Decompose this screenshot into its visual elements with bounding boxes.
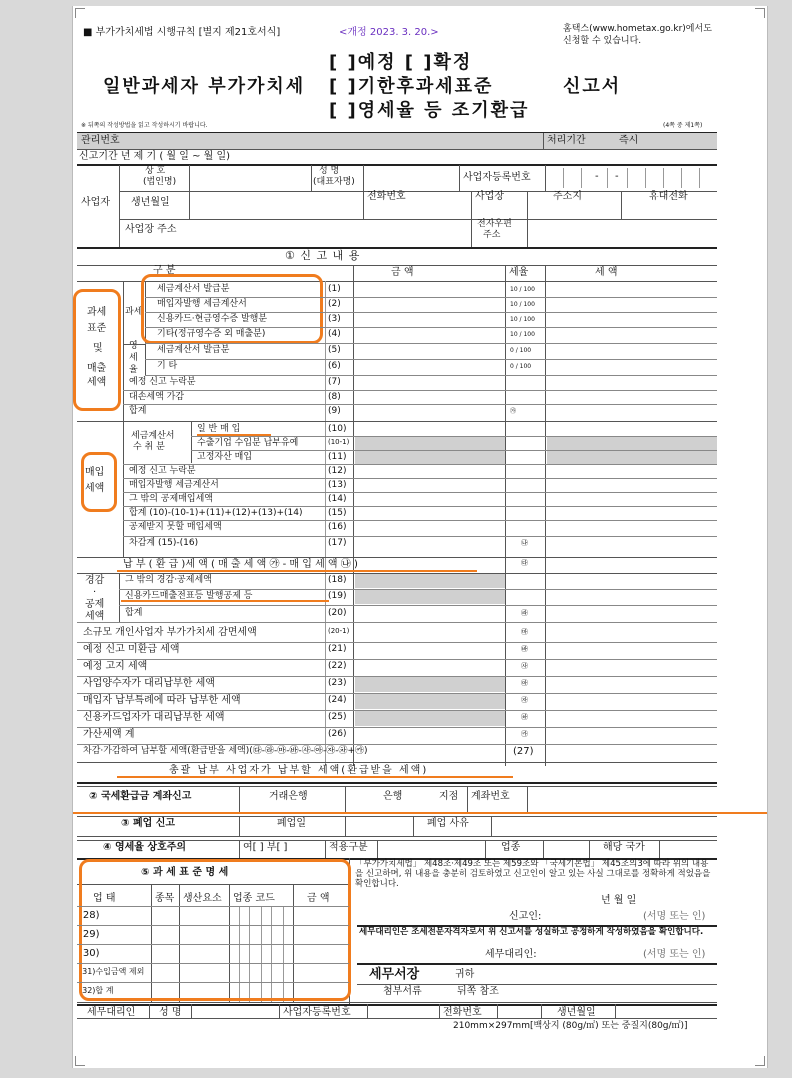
row-number: (9) — [328, 406, 341, 416]
total-payable-label: 총괄 납부 사업자가 납부할 세액(환급받을 세액) — [169, 765, 429, 776]
crop-mark — [75, 1056, 85, 1066]
row-number: (22) — [328, 661, 347, 671]
row-number: (16) — [328, 522, 347, 532]
tax-cell[interactable] — [547, 521, 715, 534]
row-number: (2) — [328, 299, 341, 309]
tax-cell[interactable] — [547, 694, 715, 707]
row-label: 수출기업 수입분 납부유예 — [197, 438, 299, 448]
amount-cell[interactable] — [355, 493, 503, 506]
amount-cell[interactable] — [355, 360, 503, 373]
col-category: 구 분 — [153, 265, 176, 276]
form-title-left: 일반과세자 부가가치세 — [103, 76, 306, 97]
row-number: (1) — [328, 284, 341, 294]
annotation-underline — [117, 776, 513, 778]
row-rate: 0 / 100 — [510, 347, 532, 354]
row-mark: ㉸ — [521, 730, 528, 738]
hometax-note: 홈택스(www.hometax.go.kr)에서도 — [563, 24, 712, 34]
row-number: (15) — [328, 508, 347, 518]
row-label: 사업양수자가 대리납부한 세액 — [83, 678, 215, 689]
row-number: (3) — [328, 314, 341, 324]
annotation-underline — [73, 812, 768, 814]
tax-cell[interactable] — [547, 537, 715, 550]
row-number: (26) — [328, 729, 347, 739]
row-rate: 10 / 100 — [510, 286, 535, 293]
amount-cell[interactable] — [355, 313, 503, 326]
row-label: 예정 신고 누락분 — [129, 466, 196, 476]
tax-cell[interactable] — [547, 360, 715, 373]
tax-office: 세무서장 — [369, 967, 420, 982]
row-label: 합계 (10)-(10-1)+(11)+(12)+(13)+(14) — [129, 508, 303, 518]
tax-cell[interactable] — [547, 507, 715, 520]
row-rate: 0 / 100 — [510, 363, 532, 370]
tax-cell[interactable] — [547, 626, 715, 639]
row-label: 대손세액 가감 — [129, 392, 185, 402]
row-label: 세금계산서 발급분 — [157, 345, 230, 355]
crop-mark — [75, 8, 85, 18]
net-label: 차감·가감하여 납부할 세액(환급받을 세액)(㉰-㉱-㉲-㉳-㉴-㉵-㉶-㉷+㉸) — [83, 746, 368, 756]
annotation-box — [141, 274, 323, 344]
row-number: (32)합 계 — [79, 986, 114, 995]
crop-mark — [755, 8, 765, 18]
process-period-value: 즉시 — [619, 135, 639, 146]
amount-cell[interactable] — [355, 537, 503, 550]
tax-cell[interactable] — [547, 423, 715, 436]
row-number: (12) — [328, 466, 347, 476]
tax-cell[interactable] — [547, 677, 715, 690]
amount-cell[interactable] — [355, 376, 503, 389]
row-label: 차감계 (15)-(16) — [129, 538, 199, 548]
row-number: (6) — [328, 361, 341, 371]
amount-cell[interactable] — [355, 391, 503, 404]
tax-cell[interactable] — [547, 391, 715, 404]
phone-biz-label: 사업장 — [475, 191, 504, 202]
email-label-2: 주소 — [483, 230, 501, 240]
law-reference: ■ 부가가치세법 시행규칙 [별지 제21호서식] — [83, 27, 281, 38]
annotation-box — [79, 859, 351, 1001]
row-mark: ㉶ — [521, 696, 528, 704]
row-number: (5) — [328, 345, 341, 355]
tax-cell[interactable] — [547, 574, 715, 587]
amount-cell[interactable] — [355, 405, 503, 418]
paper-spec: 210mm×297mm[백상지 (80g/㎡) 또는 중질지(80g/㎡)] — [453, 1021, 688, 1031]
row-number: (30) — [79, 948, 100, 959]
tax-cell[interactable] — [547, 376, 715, 389]
report-section-title: ① 신 고 내 용 — [285, 249, 361, 262]
row-label: 신용카드매출전표등 발행공제 등 — [125, 591, 253, 601]
row-label: 예정 신고 미환급 세액 — [83, 644, 180, 655]
row-label: 매입자발행 세금계산서 — [129, 480, 219, 490]
row-number: (10-1) — [328, 438, 350, 446]
tax-cell[interactable] — [547, 728, 715, 741]
annotation-box — [81, 452, 117, 512]
annotation-underline — [121, 600, 329, 602]
row-label: 신용카드·현금영수증 발행분 — [157, 314, 268, 324]
row-number: (20-1) — [328, 627, 350, 635]
annotation-box — [73, 289, 121, 411]
row-number: (8) — [328, 392, 341, 402]
amount-cell[interactable] — [355, 507, 503, 520]
row-number: (14) — [328, 494, 347, 504]
account-label: 계좌번호 — [471, 791, 510, 802]
row-mark: ㉲ — [521, 628, 528, 636]
dob-label: 생년월일 — [131, 197, 170, 208]
report-period[interactable]: 신고기간 년 제 기 ( 월 일 ~ 월 일) — [79, 151, 231, 162]
tax-cell[interactable] — [547, 465, 715, 478]
purchase-group-label: 매입 — [85, 467, 105, 478]
row-label: 가산세액 계 — [83, 729, 135, 740]
row-rate: 10 / 100 — [510, 301, 535, 308]
row-label: 그 밖의 공제매입세액 — [129, 494, 213, 504]
row-rate: 10 / 100 — [510, 331, 535, 338]
col-amount: 금 액 — [391, 267, 414, 278]
process-period-label: 처리기간 — [547, 135, 586, 146]
option-regular[interactable]: [ ]예정 [ ]확정 — [329, 52, 473, 73]
trade-name-label: 상 호 — [145, 166, 166, 176]
instruction-note: ※ 뒤쪽의 작성방법을 읽고 작성하시기 바랍니다. — [81, 122, 208, 129]
closure-title: ③ 폐업 신고 — [121, 818, 176, 829]
row-label: 매입자발행 세금계산서 — [157, 299, 247, 309]
amount-cell[interactable] — [355, 283, 503, 296]
row-label: 매입자 납부특례에 따라 납부한 세액 — [83, 695, 241, 706]
trade-name-label-2: (법인명) — [143, 177, 177, 187]
address-label: 사업장 주소 — [125, 224, 177, 235]
tax-cell[interactable] — [547, 328, 715, 341]
tax-cell[interactable] — [547, 660, 715, 673]
tax-base-title: ⑤ 과 세 표 준 명 세 — [141, 867, 229, 878]
page-info: (4쪽 중 제1쪽) — [663, 122, 703, 129]
row-label: 예정 신고 누락분 — [129, 377, 196, 387]
tax-cell[interactable] — [547, 405, 715, 418]
zero-rate-yn[interactable]: 여[ ] 부[ ] — [243, 842, 288, 853]
phone-mobile-label: 휴대전화 — [649, 191, 688, 202]
payable-label: 납 부 ( 환 급 )세 액 ( 매 출 세 액 ㉮ - 매 입 세 액 ㉯ ) — [123, 559, 358, 570]
row-number: (18) — [328, 575, 347, 585]
row-label: 합계 — [125, 608, 143, 618]
row-number: (4) — [328, 329, 341, 339]
tax-cell[interactable] — [547, 711, 715, 724]
row-number: (29) — [79, 929, 100, 940]
row-label: 공제받지 못할 매입세액 — [129, 522, 222, 532]
crop-mark — [755, 1056, 765, 1066]
row-number: (20) — [328, 608, 347, 618]
row-number: (28) — [79, 910, 100, 921]
deduct-group-label: 경감 — [85, 575, 105, 586]
amount-cell[interactable] — [355, 298, 503, 311]
row-number: (19) — [328, 591, 347, 601]
sales-group-label: 과세 — [87, 307, 107, 318]
row-mark: ㉳ — [521, 645, 528, 653]
row-label: 기 타 — [157, 361, 178, 371]
row-label: 기타(정규영수증 외 매출분) — [157, 329, 266, 339]
annotation-underline — [117, 570, 477, 572]
option-early-refund[interactable]: [ ]영세율 등 조기환급 — [329, 100, 530, 121]
form-title-right: 신고서 — [563, 76, 622, 97]
row-mark: ㉵ — [521, 679, 528, 687]
amount-cell[interactable] — [355, 465, 503, 478]
row-number: (7) — [328, 377, 341, 387]
tax-cell[interactable] — [547, 344, 715, 357]
row-number: (13) — [328, 480, 347, 490]
row-number: (17) — [328, 538, 347, 548]
row-number: (24) — [328, 695, 347, 705]
reg-no-label: 사업자등록번호 — [463, 172, 531, 183]
phone-home-label: 주소지 — [553, 191, 582, 202]
name-label-2: (대표자명) — [313, 177, 355, 187]
name-label: 성 명 — [319, 166, 340, 176]
row-number: (10) — [328, 424, 347, 434]
row-label: 합계 — [129, 406, 147, 416]
col-tax: 세 액 — [595, 267, 618, 278]
tax-cell[interactable] — [547, 493, 715, 506]
tax-cell[interactable] — [547, 643, 715, 656]
revision-date: <개정 2023. 3. 20.> — [339, 27, 439, 38]
mgmt-no-label: 관리번호 — [81, 135, 120, 146]
option-late[interactable]: [ ]기한후과세표준 — [329, 76, 494, 97]
phone-label: 전화번호 — [367, 191, 406, 202]
tax-cell[interactable] — [547, 607, 715, 620]
tax-cell[interactable] — [547, 479, 715, 492]
amount-cell[interactable] — [355, 328, 503, 341]
refund-title: ② 국세환급금 계좌신고 — [89, 791, 192, 802]
row-label: 일 반 매 입 — [197, 424, 241, 434]
tax-cell[interactable] — [547, 313, 715, 326]
tax-cell[interactable] — [547, 298, 715, 311]
agent-declaration: 세무대리인은 조세전문자격자로서 위 신고서를 성실하고 공정하게 작성하였음을 확인합니다. — [359, 927, 704, 937]
row-mark: ㉱ — [521, 609, 528, 617]
row-number: (11) — [328, 452, 347, 462]
row-label: 그 밖의 경감·공제세액 — [125, 575, 212, 585]
row-label: 고정자산 매입 — [197, 452, 253, 462]
amount-cell[interactable] — [355, 521, 503, 534]
row-label: 신용카드업자가 대리납부한 세액 — [83, 712, 225, 723]
amount-cell[interactable] — [355, 423, 503, 436]
zero-rate-title: ④ 영세율 상호주의 — [103, 842, 187, 853]
business-section-label: 사업자 — [81, 197, 110, 208]
row-number: (31)수입금액 제외 — [79, 967, 145, 976]
hometax-note-2: 신청할 수 있습니다. — [563, 36, 642, 46]
row-mark: ㉯ — [521, 539, 528, 547]
declaration-text: 「부가가치세법」 제48조·제49조 또는 제59조와 「국세기본법」 제45조의3에 따라 위의 내용을 신고하며, 위 내용을 충분히 검토하였고 신고인이 알고 있는 사실 그대로를 정확하게 적었음을 확인합니다. — [355, 859, 711, 889]
row-mark: ㉷ — [521, 713, 528, 721]
row-number: (23) — [328, 678, 347, 688]
col-rate: 세율 — [509, 267, 529, 278]
row-mark: ㉴ — [521, 662, 528, 670]
row-number: (21) — [328, 644, 347, 654]
amount-cell[interactable] — [355, 344, 503, 357]
tax-cell[interactable] — [547, 283, 715, 296]
tax-form-page: ■ 부가가치세법 시행규칙 [별지 제21호서식] <개정 2023. 3. 20.> 홈택스(www.hometax.go.kr)에서도 신청할 수 있습니다. [ ]예정 [ ]확정 일반과세자 부가가치세 [ ]기한후과세표준 신고서 [ ]영세율 등 조기환급 ※ 뒤쪽의 작성방법을 읽고 작성하시기 바랍니다. (4쪽 중 제1쪽) 관리번호 처리기간 즉시 신고기간 년 제 기 ( 월 일 ~ 월 일) 사업자 상 호 (법인명) 성 명 (대표자명) 사업자등록번호 - - 생년월일 전화번호 사업장 주소지 휴대전화 사업장 주소 전자우편 주소 ① 신 고 내 용 구 분 금 액 세율 세 액 과세 표준 및 매출 세액 과세 영 세 율 세금계산서 발급분 (1) 10 / 100 매입자발행 세금계산서 (2) 10 / 100 신용카드·현금영수증 발행분 (3) 10 / 100 기타(정규영수증 외 매출분) (4) 10 / 100 세금계산서 발급분 (5) 0 / 100 기 타 (6) 0 / 100 예정 신고 누락분 (7) 대손세액 가감 (8) 합계 (9) ㉮ 매입 세액 세금계산서 수 취 분 일 반 매 입 (10) 수출기업 수입분 납부유예 (10-1) 고정자산 매입 (11) 예정 신고 누락분 (12) 매입자발행 세금계산서 (13) 그 밖의 공제매입세액 (14) 합계 (10)-(10-1)+(11)+(12)+(13)+(14) (15) 공제받지 못할 매입세액 (16) 차감계 (15)-(16) (17) ㉯ 납 부 ( 환 급 )세 액 ( 매 출 세 액 ㉮ - 매 입 세 액 ㉯ ) ㉰ 경감 · 공제 세액 그 밖의 경감·공제세액 (18) 신용카드매출전표등 발행공제 등 (19) 합계 (20) ㉱ 소규모 개인사업자 부가가치세 감면세액 (20-1) ㉲ 예정 신고 미환급 세액 (21) ㉳ 예정 고지 세액 (22) ㉴ 사업양수자가 대리납부한 세액 (23) ㉵ 매입자 납부특례에 따라 납부한 세액 (24) ㉶ 신용카드업자가 대리납부한 세액 (25) ㉷ 가산세액 계 (26) ㉸ 차감·가감하여 납부할 세액(환급받을 세액)(㉰-㉱-㉲-㉳-㉴-㉵-㉶-㉷+㉸) (27) 총괄 납부 사업자가 납부할 세액(환급받을 세액) ② 국세환급금 계좌신고 거래은행 은행 지점 계좌번호 ③ 폐업 신고 폐업일 폐업 사유 ④ 영세율 상호주의 여[ ] 부[ ] 적용구분 업종 해당 국가 ⑤ 과 세 표 준 명 세 업 태 종목 생산요소 업종 코드 금 액 (28) (29) (30) (31)수입금액 제외 (32)합 계 「부가가치세법」 제48조·제49조 또는 제59조와 「국세기본법」 제45조의3에 따라 위의 내용을 신고하며, 위 내용을 충분히 검토하였고 신고인이 알고 있는 사실 그대로를 정확하게 적었음을 확인합니다. 년 월 일 신고인: (서명 또는 인) 세무대리인은 조세전문자격자로서 위 신고서를 성실하고 공정하게 작성하였음을 확인합니다. 세무대리인: (서명 또는 인) 세무서장 귀하 첨부서류 뒤쪽 참조 세무대리인 성 명 사업자등록번호 전화번호 생년월일 210mm×297mm[백상지 (80g/㎡) 또는 중질지(80g/㎡)] — [72, 6, 768, 1068]
row-label: 소규모 개인사업자 부가가치세 감면세액 — [83, 627, 257, 638]
row-rate: 10 / 100 — [510, 316, 535, 323]
row-number: (25) — [328, 712, 347, 722]
tax-cell[interactable] — [547, 590, 715, 603]
email-label: 전자우편 — [477, 219, 512, 229]
row-rate: ㉮ — [510, 408, 517, 415]
amount-cell[interactable] — [355, 479, 503, 492]
bank-label: 거래은행 — [269, 791, 308, 802]
row-label: 예정 고지 세액 — [83, 661, 148, 672]
row-label: 세금계산서 발급분 — [157, 284, 230, 294]
